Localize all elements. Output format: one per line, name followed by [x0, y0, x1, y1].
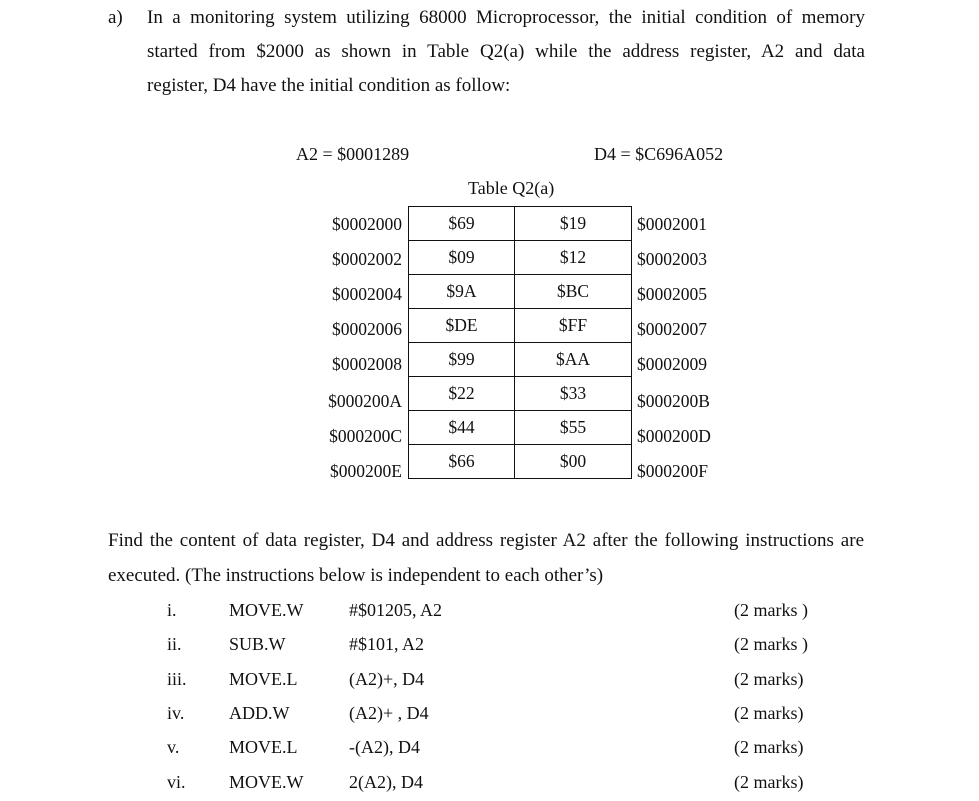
byte-even-cell: $69: [409, 207, 515, 241]
instruction-opcode: MOVE.L: [229, 669, 298, 689]
intro-line-1: In a monitoring system utilizing 68000 Microprocessor, the initial condition of memory: [147, 7, 865, 28]
table-row: [409, 207, 632, 241]
byte-odd-cell: $00: [515, 445, 632, 479]
address-odd: $0002007: [637, 319, 707, 339]
byte-odd-cell: $FF: [515, 309, 632, 343]
question-label: a): [108, 7, 123, 28]
address-even: $0002000: [332, 214, 402, 234]
instruction-number: iii.: [167, 669, 187, 689]
instruction-number: i.: [167, 600, 177, 620]
instruction-operands: #$01205, A2: [349, 600, 443, 620]
table-row: [409, 377, 632, 411]
byte-even-cell: $09: [409, 241, 515, 275]
address-odd: $000200D: [637, 426, 711, 446]
instruction-operands: -(A2), D4: [349, 737, 420, 757]
instruction-opcode: MOVE.L: [229, 737, 298, 757]
instruction-operands: (A2)+ , D4: [349, 703, 429, 723]
table-row: [409, 445, 632, 479]
address-odd: $000200F: [637, 461, 708, 481]
byte-even-cell: $22: [409, 377, 515, 411]
intro-line-2: started from $2000 as shown in Table Q2(a) while the address register, A2 and data: [147, 41, 865, 62]
intro-line-3: register, D4 have the initial condition as follow:: [147, 75, 511, 96]
instruction-opcode: MOVE.W: [229, 600, 304, 620]
instruction-marks: (2 marks ): [734, 634, 808, 654]
instruction-marks: (2 marks): [734, 737, 804, 757]
byte-odd-cell: $33: [515, 377, 632, 411]
table-row: [409, 275, 632, 309]
table-row: [409, 241, 632, 275]
instruction-number: ii.: [167, 634, 182, 654]
instruction-opcode: SUB.W: [229, 634, 286, 654]
a2-initial-value: A2 = $0001289: [296, 144, 410, 164]
address-odd: $0002005: [637, 284, 707, 304]
instruction-marks: (2 marks): [734, 772, 804, 792]
task-line-1: Find the content of data register, D4 and address register A2 after the following instructions are: [108, 530, 864, 551]
byte-even-cell: $44: [409, 411, 515, 445]
table-row: [409, 411, 632, 445]
d4-initial-value: D4 = $C696A052: [594, 144, 724, 164]
byte-even-cell: $66: [409, 445, 515, 479]
byte-odd-cell: $19: [515, 207, 632, 241]
instruction-marks: (2 marks): [734, 669, 804, 689]
byte-odd-cell: $AA: [515, 343, 632, 377]
instruction-marks: (2 marks ): [734, 600, 808, 620]
address-even: $0002006: [332, 319, 402, 339]
address-even: $0002002: [332, 249, 402, 269]
table-row: [409, 309, 632, 343]
instruction-number: iv.: [167, 703, 185, 723]
address-odd: $0002003: [637, 249, 707, 269]
address-even: $0002004: [332, 284, 402, 304]
instruction-opcode: ADD.W: [229, 703, 290, 723]
table-caption: Table Q2(a): [468, 178, 555, 198]
address-even: $000200E: [330, 461, 402, 481]
memory-table: [408, 206, 632, 479]
address-odd: $0002009: [637, 354, 707, 374]
address-odd: $000200B: [637, 391, 710, 411]
table-row: [409, 343, 632, 377]
instruction-opcode: MOVE.W: [229, 772, 304, 792]
byte-odd-cell: $55: [515, 411, 632, 445]
instruction-number: v.: [167, 737, 180, 757]
byte-even-cell: $9A: [409, 275, 515, 309]
instruction-operands: #$101, A2: [349, 634, 425, 654]
task-line-2: executed. (The instructions below is independent to each other’s): [108, 565, 604, 586]
address-even: $0002008: [332, 354, 402, 374]
address-odd: $0002001: [637, 214, 707, 234]
address-even: $000200A: [328, 391, 402, 411]
byte-odd-cell: $12: [515, 241, 632, 275]
instruction-number: vi.: [167, 772, 186, 792]
byte-even-cell: $99: [409, 343, 515, 377]
instruction-marks: (2 marks): [734, 703, 804, 723]
address-even: $000200C: [329, 426, 402, 446]
instruction-operands: 2(A2), D4: [349, 772, 423, 792]
byte-odd-cell: $BC: [515, 275, 632, 309]
byte-even-cell: $DE: [409, 309, 515, 343]
instruction-operands: (A2)+, D4: [349, 669, 425, 689]
